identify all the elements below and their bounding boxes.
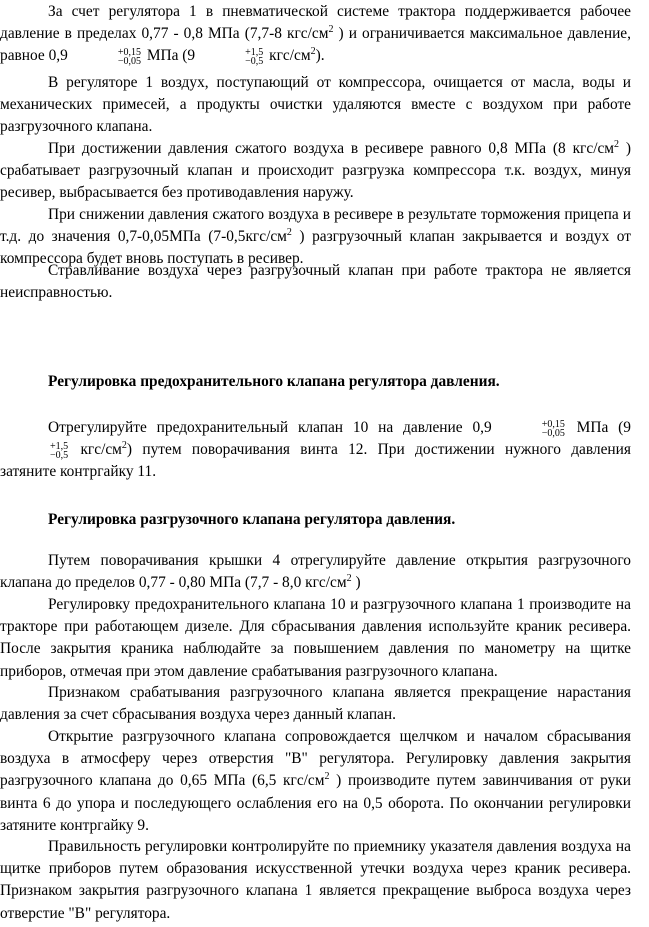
paragraph-pressure-drop: При снижении давления сжатого воздуха в ресивере в результате торможения прицепа и т.д. до значения 0,7-0,05МПа ($7-0,5кгс/см^2$ ) разгрузочный клапан закрывается и воздух от компрессора будет вновь поступать в ресивер. xyxy=(0,206,631,268)
heading-safety-valve: Регулировка предохранительного клапана регулятора давления. xyxy=(48,373,500,390)
paragraph-bleeding-note: Стравливание воздуха через разгрузочный клапан при работе трактора не является неисправностью. xyxy=(0,262,631,302)
paragraph-air-cleaning: В регуляторе 1 воздух, поступающий от компрессора, очищается от масла, воды и механических примесей, а продукты очистки удаляются вместе с воздухом при работе разгрузочного клапана. xyxy=(0,74,631,136)
paragraph-opening-click: Открытие разгрузочного клапана сопровождается щелчком и началом сбрасывания воздуха в атмосферу через отверстия "В" регулятора. Регулировку давления закрытия разгрузочного клапана до 0,65 МПа (6,5 кгс/$см^2$ ) производите путем завинчивания от руки винта 6 до упора и последующего ослабления его на 0,5 оборота. По окончании регулировки затяните контргайку 9. xyxy=(0,728,631,834)
tolerance-mpa: +0,15 −0,05 xyxy=(541,419,565,439)
paragraph-check-correctness: Правильность регулировки контролируйте по приемнику указателя давления воздуха на щитке приборов путем образования искусственной утечки воздуха через краник ресивера. Признаком закрытия разгрузочного клапана 1 является прекращение выброса воздуха через отверстие "В" регулятора. xyxy=(0,838,631,922)
paragraph-trigger-sign: Признаком срабатывания разгрузочного клапана является прекращение нарастания давления за счет сбрасывания воздуха через данный клапан. xyxy=(0,684,631,724)
tolerance-kgf: +1,5 −0,5 xyxy=(245,47,264,68)
tolerance-kgf: +1,5 −0,5 xyxy=(50,441,69,462)
tolerance-mpa: +0,15 −0,05 xyxy=(117,47,141,68)
paragraph-cover-rotation: Путем поворачивания крышки 4 отрегулируйте давление открытия разгрузочного клапана до пределов 0,77 - 0,80 МПа (7,7 - 8,0 кгс/$см^2$ ) xyxy=(0,552,631,592)
paragraph-adjust-procedure: Регулировку предохранительного клапана 10 и разгрузочного клапана 1 производите на тракторе при работающем дизеле. Для сбрасывания давления используйте краник ресивера. После закрытия краника наблюдайте за повышением давления по манометру на щитке приборов, отмечая при этом давление срабатывания разгрузочного клапана. xyxy=(0,596,631,680)
paragraph-regulator-pressure: За счет регулятора 1 в пневматической системе трактора поддерживается рабочее давление в пределах 0,77 - 0,8 МПа (7,7-8 кгс/$см^2$ ) и ограничивается максимальное давление, равное 0,9 +0,15 −0,05 МПа (9 +1,5 −0,5 кгс/$см^2$). xyxy=(0,3,631,68)
heading-unloading-valve: Регулировка разгрузочного клапана регулятора давления. xyxy=(48,511,456,528)
paragraph-safety-valve-adjust: Отрегулируйте предохранительный клапан 10 на давление 0,9 +0,15 −0,05 МПа (9 +1,5 −0,5 кгс/$см^2$) путем поворачивания винта 12. При достижении нужного давления затяните контргайку 11. xyxy=(0,419,631,481)
paragraph-unloading-trigger: При достижении давления сжатого воздуха в ресивере равного 0,8 МПа (8 кгс/$см^2$ ) срабатывает разгрузочный клапан и происходит разгрузка компрессора т.к. воздух, минуя ресивер, выбрасывается без противодавления наружу. xyxy=(0,139,631,202)
